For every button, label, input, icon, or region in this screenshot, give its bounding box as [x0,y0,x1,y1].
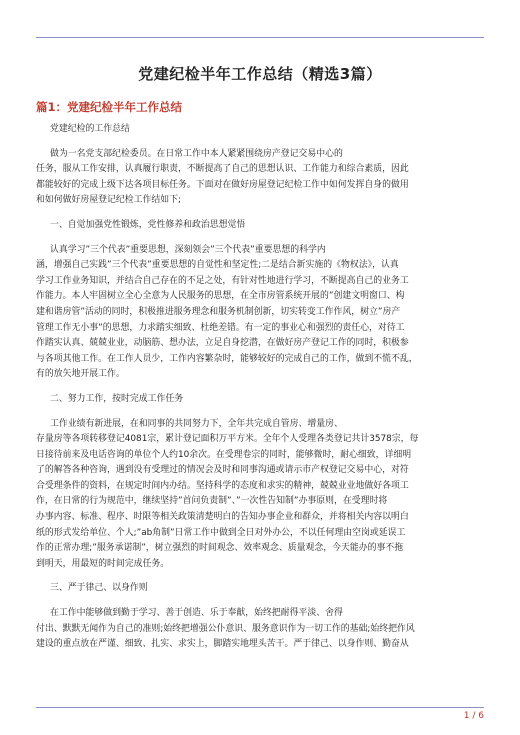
text-line: 与各项其他工作。在工作人员少，工作内容繁杂时，能够较好的完成自己的工作，做到不慌不乱， [36,353,418,364]
text-line: 做为一名党支部纪检委员。在日常工作中本人紧紧围绕房产登记交易中心的 [50,148,343,159]
paragraph [36,147,484,209]
text-line: 建设的重点放在严谨、细致、扎实、求实上，脚踏实地埋头苦干。严于律己、以身作则、勤奋从 [36,639,409,650]
paragraph [36,122,484,138]
paragraph [36,417,484,573]
text-line: 学习工作业务知识，并结合自己存在的不足之处，有针对性地进行学习，不断提高自己的业务工 [36,275,409,286]
document-body [36,122,484,653]
footer-rule [36,707,484,708]
text-line: 付出、默默无闻作为自己的准则;始终把增强公仆意识、服务意识作为一切工作的基础;始终把作风 [36,623,415,634]
text-line: 和如何做好房屋登记纪检工作结如下; [36,195,181,206]
text-line: 日接待前来及电话咨询的单位个人约10余次。在受理卷宗的同时，能够微时，耐心细致，详细明 [36,449,412,460]
text-line: 二、努力工作，按时完成工作任务 [50,393,184,404]
text-line: 作能力。本人牢固树立全心全意为人民服务的思想，在全市房管系统开展的”创建文明窗口、构 [36,291,405,302]
paragraph [36,581,484,597]
text-line: 认真学习”三个代表”重要思想，深刻领会”三个代表”重要思想的科学内 [50,244,326,255]
document-title: 党建纪检半年工作总结（精选3篇） [138,65,382,83]
page-number: 1 / 6 [463,711,484,721]
text-line: 作踏实认真、兢兢业业，动脑筋、想办法，立足自身挖潜，在做好房产登记工作的同时，积极参 [36,338,409,349]
section-title: 篇1：党建纪检半年工作总结 [36,100,183,114]
text-line: 一、自觉加强党性锻炼，党性修养和政治思想觉悟 [50,219,246,230]
text-line: 都能较好的完成上级下达各项目标任务。下面对在做好房屋登记纪检工作中如何发挥自身的做用 [36,179,409,190]
text-line: 建和谐房管”活动的同时，积极推进服务理念和服务机制创新，切实转变工作作风，树立”房产 [36,306,401,317]
text-line: 作，在日常的行为规范中，继续坚持”首问负责制”、”一次性告知制”办事原则，在受理时将 [36,496,388,507]
paragraph [36,243,484,383]
paragraph [36,218,484,234]
text-line: 涵，增强自己实践”三个代表”重要思想的自觉性和坚定性;二是结合新实施的《物权法》，认真 [36,260,399,271]
header-rule [36,37,484,38]
text-line: 管理工作无小事”的思想，力求踏实细致、杜绝差错。有一定的事业心和强烈的责任心，对待工 [36,322,405,333]
text-line: 办事内容、标准、程序、时限等相关政策清楚明白的告知办事企业和群众，并将相关内容以明白 [36,512,409,523]
text-line: 存量房等各项转移登记4081宗，累计登记面积万平方米。全年个人受理各类登记共计3578宗，每 [36,434,419,445]
text-line: 有的放矢地开展工作。 [36,369,125,380]
text-line: 在工作中能够做到勤于学习、善于创造、乐于奉献，始终把耐得平淡、舍得 [50,608,343,619]
text-line: 三、严于律己、以身作则 [50,583,148,594]
text-line: 合受理条件的资料，在规定时间内办结。坚持科学的态度和求实的精神，兢兢业业地做好各项工 [36,480,409,491]
text-line: 任务，服从工作安排，认真履行职责，不断提高了自己的思想认识、工作能力和综合素质，因此 [36,164,409,175]
text-line: 纸的形式发给单位、个人;”ab角制”日常工作中做到全日对外办公，不以任何理由空岗或延误工 [36,527,406,538]
text-line: 到明天，用最短的时间完成任务。 [36,558,170,569]
text-line: 工作业绩有新进展，在和同事的共同努力下，全年共完成自管房、增量房、 [50,418,343,429]
text-line: 党建纪检的工作总结 [50,124,130,134]
text-line: 了的解答各种咨询，遇到没有受理过的情况会及时和同事沟通或请示市产权登记交易中心，对符 [36,465,409,476]
paragraph [36,392,484,408]
text-line: 作的正常办理;”服务承诺制”，树立强烈的时间观念、效率观念、质量观念，今天能办的事不拖 [36,543,404,554]
paragraph [36,606,484,653]
